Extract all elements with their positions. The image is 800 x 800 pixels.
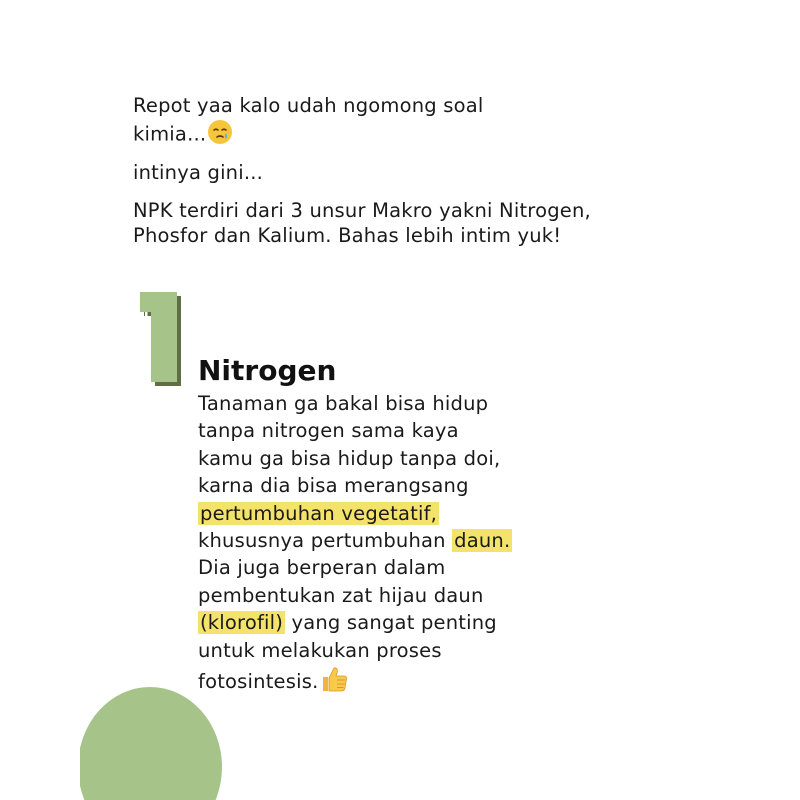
section-body — [198, 390, 618, 701]
document-page — [80, 80, 720, 800]
section-number-1 — [136, 292, 188, 386]
body-line-3: kamu ga bisa hidup tanpa doi, — [198, 446, 501, 470]
intro-paragraph-1 — [133, 93, 673, 152]
body-line-9: yang sangat penting — [285, 611, 497, 635]
body-line-1: Tanaman ga bakal bisa hidup — [198, 392, 489, 415]
intro-line-5: Phosfor dan Kalium. Bahas lebih intim yuk! — [133, 224, 562, 247]
body-line-10: untuk melakukan proses — [198, 638, 442, 662]
intro-paragraph-2: intinya gini... — [133, 161, 264, 184]
nitrogen-section — [198, 352, 618, 701]
body-line-8: pembentukan zat hijau daun — [198, 583, 484, 607]
body-line-4: karna dia bisa merangsang — [198, 474, 469, 498]
body-line-2: tanpa nitrogen sama kaya — [198, 419, 459, 443]
highlight-vegetatif: pertumbuhan vegetatif, — [200, 501, 438, 525]
intro-paragraph-3 — [133, 198, 673, 248]
section-title: Nitrogen — [198, 354, 337, 387]
intro-text — [133, 93, 673, 248]
highlight-daun: daun. — [454, 529, 511, 553]
body-line-6: khususnya pertumbuhan — [198, 529, 453, 553]
thumbs-up-icon — [319, 664, 349, 701]
decorative-green-circle — [80, 687, 222, 800]
crying-face-icon — [206, 118, 234, 152]
intro-line-1: Repot yaa kalo udah ngomong soal — [133, 94, 484, 117]
body-line-7: Dia juga berperan dalam — [198, 556, 446, 580]
intro-line-4: NPK terdiri dari 3 unsur Makro yakni Nitrogen, — [133, 199, 591, 222]
body-line-11: fotosintesis. — [198, 670, 319, 694]
intro-line-2: kimia... — [133, 122, 207, 146]
highlight-klorofil: (klorofil) — [200, 611, 284, 635]
